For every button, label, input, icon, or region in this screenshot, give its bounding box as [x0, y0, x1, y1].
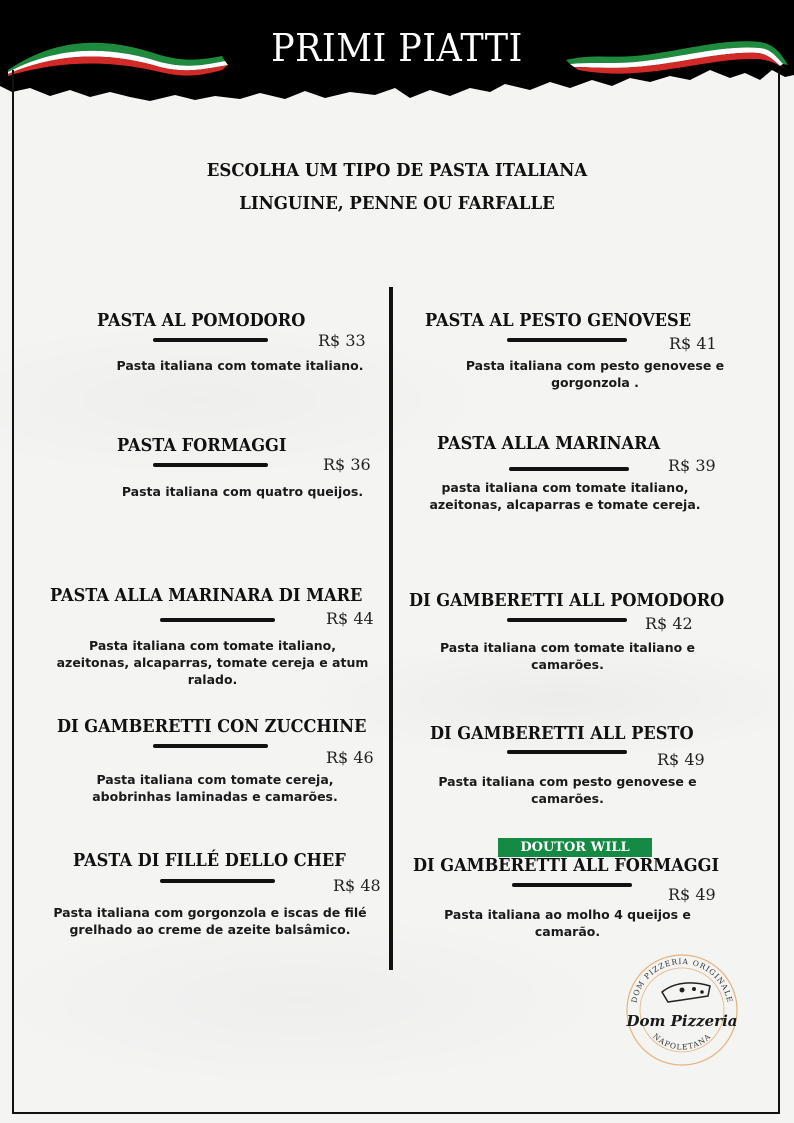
item-name: PASTA DI FILLÉ DELLO CHEF [73, 850, 346, 871]
item-underline [507, 618, 627, 622]
item-underline [153, 463, 268, 467]
intro-line-1: ESCOLHA UM TIPO DE PASTA ITALIANA [206, 160, 588, 181]
item-description: Pasta italiana com quatro queijos. [121, 484, 364, 499]
item-price: R$ 48 [333, 876, 381, 895]
svg-text:DOM PIZZERIA ORIGINALE [630, 957, 735, 1004]
logo-arc-bottom: NAPOLETANA [651, 1031, 713, 1052]
item-name: PASTA FORMAGGI [117, 435, 287, 456]
item-description: Pasta italiana com tomate italiano. [116, 358, 364, 373]
item-price: R$ 49 [668, 885, 716, 904]
item-description: Pasta italiana com tomate italiano e camarões. [439, 640, 696, 672]
item-underline [160, 618, 275, 622]
item-underline [160, 879, 275, 883]
item-name: DI GAMBERETTI CON ZUCCHINE [57, 716, 367, 737]
svg-text:NAPOLETANA [651, 1032, 713, 1052]
item-price: R$ 49 [657, 750, 705, 769]
item-underline [153, 744, 268, 748]
item-name: DI GAMBERETTI ALL PESTO [430, 723, 694, 744]
item-name: DI GAMBERETTI ALL FORMAGGI [413, 855, 720, 876]
item-underline [507, 750, 627, 754]
item-price: R$ 33 [318, 331, 366, 350]
logo-arc-top: DOM PIZZERIA ORIGINALE [629, 956, 735, 1004]
logo-script: Dom Pizzeria [626, 1012, 738, 1030]
item-description: pasta italiana com tomate italiano, azeitonas, alcaparras e tomate cereja. [429, 480, 701, 512]
item-name: PASTA ALLA MARINARA DI MARE [50, 585, 363, 606]
item-name: PASTA AL PESTO GENOVESE [425, 310, 692, 331]
item-name: DI GAMBERETTI ALL POMODORO [409, 590, 725, 611]
item-price: R$ 46 [326, 748, 374, 767]
item-price: R$ 44 [326, 609, 374, 628]
item-name: PASTA AL POMODORO [97, 310, 306, 331]
item-description: Pasta italiana com tomate italiano, azeitonas, alcaparras, tomate cereja e atum ralado. [56, 638, 369, 687]
intro-line-2: LINGUINE, PENNE OU FARFALLE [239, 193, 555, 214]
dom-pizzeria-logo [622, 952, 742, 1068]
item-underline [507, 338, 627, 342]
column-divider [389, 287, 393, 970]
item-price: R$ 39 [668, 456, 716, 475]
item-description: Pasta italiana com gorgonzola e iscas de filé grelhado ao creme de azeite balsâmico. [53, 905, 367, 937]
chef-badge: DOUTOR WILL [498, 838, 652, 857]
item-underline [153, 338, 268, 342]
item-name: PASTA ALLA MARINARA [437, 433, 661, 454]
item-description: Pasta italiana com pesto genovese e camarões. [438, 774, 697, 806]
item-underline [509, 467, 629, 471]
item-price: R$ 42 [645, 614, 693, 633]
page-title: PRIMI PIATTI [271, 26, 523, 70]
item-description: Pasta italiana com pesto genovese e gorgonzola . [465, 358, 725, 390]
item-price: R$ 41 [669, 334, 717, 353]
item-description: Pasta italiana com tomate cereja, abobrinhas laminadas e camarões. [92, 772, 338, 804]
item-underline [512, 883, 632, 887]
pizza-slice-icon [662, 983, 710, 1002]
item-price: R$ 36 [323, 455, 371, 474]
item-description: Pasta italiana ao molho 4 queijos e camarão. [444, 907, 691, 939]
